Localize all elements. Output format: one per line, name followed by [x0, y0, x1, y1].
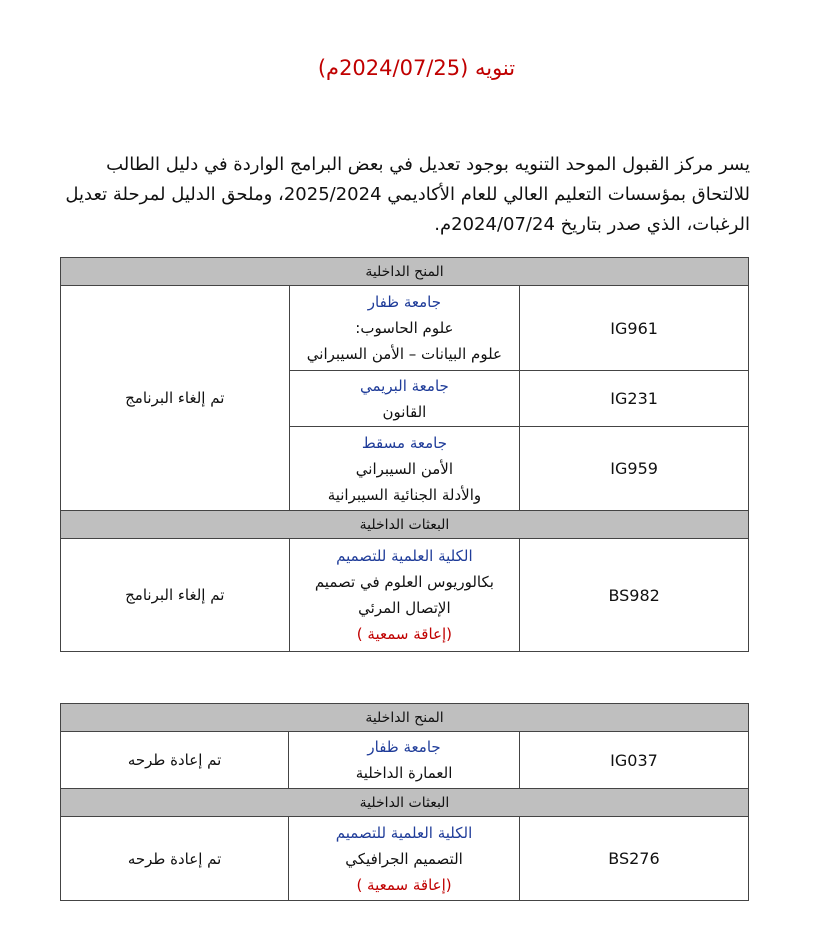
university-name: جامعة ظفار	[367, 738, 441, 756]
program-name: علوم البيانات – الأمن السيبراني	[306, 345, 503, 363]
program-name: التصميم الجرافيكي	[345, 849, 463, 868]
university-name: الكلية العلمية للتصميم	[336, 547, 473, 565]
disability-note: (إعاقة سمعية )	[356, 625, 452, 643]
program-name: بكالوريوس العلوم في تصميم	[314, 573, 494, 591]
notice-paragraph: يسر مركز القبول الموحد التنويه بوجود تعديل في بعض البرامج الواردة في دليل الطالب للالتحاق بمؤسسات التعليم العالي للعام الأكاديمي 2025/2024، وملحق الدليل لمرحلة تعديل الرغبات، الذي صدر بتاريخ 2024/07/24م.	[65, 154, 750, 235]
program-code: IG961	[520, 286, 749, 371]
program-name: الأمن السيبراني	[355, 459, 454, 478]
section-header-row	[61, 258, 749, 286]
status-cell: تم إلغاء البرنامج	[61, 286, 290, 511]
program-code: BS276	[519, 817, 748, 901]
section-header-row	[61, 789, 749, 817]
program-name: القانون	[382, 402, 427, 421]
program-name: علوم الحاسوب:	[355, 319, 454, 337]
status-cell: تم إعادة طرحه	[61, 817, 289, 901]
program-cell	[289, 371, 520, 427]
section-header-row	[61, 511, 749, 539]
program-cell	[289, 286, 520, 371]
university-name: الكلية العلمية للتصميم	[335, 823, 473, 842]
changes-table-cancelled	[60, 257, 749, 652]
status-cell: تم إلغاء البرنامج	[61, 539, 290, 652]
table-row	[61, 539, 749, 652]
section-header: المنح الداخلية	[61, 704, 749, 732]
section-header-row	[61, 704, 749, 732]
university-name: جامعة البريمي	[359, 376, 449, 395]
table-row	[61, 817, 749, 901]
university-name: جامعة ظفار	[367, 293, 442, 311]
program-code: IG037	[519, 732, 748, 789]
notice-title: تنويه (2024/07/25م)	[317, 56, 516, 80]
status-cell: تم إعادة طرحه	[61, 732, 289, 789]
program-cell	[289, 427, 520, 511]
table-row	[61, 732, 749, 789]
section-header: المنح الداخلية	[61, 258, 749, 286]
disability-note: (إعاقة سمعية )	[356, 875, 452, 894]
program-code: IG231	[520, 371, 749, 427]
changes-table-reoffered	[60, 703, 749, 901]
section-header: البعثات الداخلية	[61, 511, 749, 539]
program-code: IG959	[520, 427, 749, 511]
program-name: العمارة الداخلية	[355, 764, 453, 782]
program-cell	[289, 539, 520, 652]
section-header: البعثات الداخلية	[61, 789, 749, 817]
program-cell	[289, 817, 520, 901]
program-code: BS982	[520, 539, 749, 652]
table-row	[61, 286, 749, 371]
program-cell	[289, 732, 520, 789]
university-name: جامعة مسقط	[361, 433, 447, 452]
program-name: والأدلة الجنائية السيبرانية	[327, 485, 482, 504]
program-name: الإتصال المرئي	[358, 599, 451, 617]
